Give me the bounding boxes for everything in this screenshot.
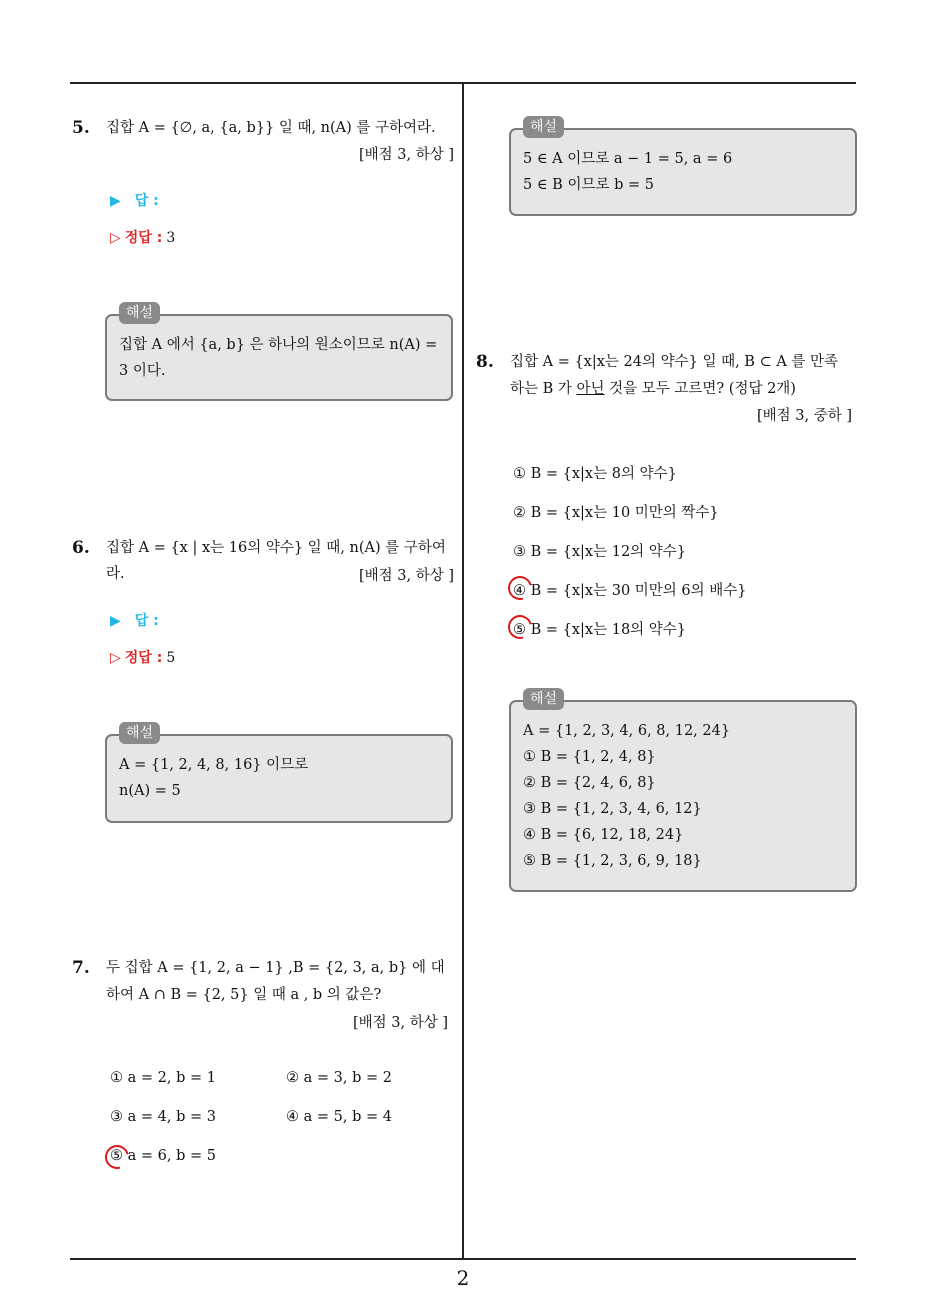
q8-choice-2[interactable]: ② B = {x|x는 10 미만의 짝수}: [513, 505, 719, 521]
correct-arrow-icon: ▷: [110, 650, 121, 666]
q6-text-line1: 집합 A = {x | x는 16의 약수} 일 때, n(A) 를 구하여: [106, 540, 446, 556]
solution-line: A = {1, 2, 4, 8, 16} 이므로: [119, 757, 309, 773]
solution-tab: 해설: [523, 688, 564, 710]
correct-label: 정답 :: [124, 650, 163, 666]
correct-value: 5: [166, 650, 176, 666]
q6-text-line2: 라.: [106, 566, 125, 582]
solution-line: ① B = {1, 2, 4, 8}: [523, 749, 656, 765]
q6-solution-box: [105, 725, 453, 823]
q7-number: 7.: [72, 958, 90, 978]
solution-tab: 해설: [523, 116, 564, 138]
q6-answer-row: [110, 610, 159, 630]
answer-arrow-icon: ▶: [110, 613, 121, 629]
q8-text-line2: [510, 377, 796, 402]
q5-correct-row: [110, 227, 175, 247]
q7-text-line2: 하여 A ∩ B = {2, 5} 일 때 a , b 의 값은?: [106, 987, 382, 1003]
red-circle-mark-icon: [101, 1141, 134, 1174]
solution-line: ④ B = {6, 12, 18, 24}: [523, 827, 684, 843]
q8-choice-3[interactable]: ③ B = {x|x는 12의 약수}: [513, 544, 687, 560]
q7-choice-2[interactable]: ② a = 3, b = 2: [286, 1070, 392, 1086]
q7-solution-box: [509, 119, 857, 216]
q7-choice-4[interactable]: ④ a = 5, b = 4: [286, 1109, 392, 1125]
answer-label: 답 :: [134, 193, 159, 209]
solution-line: 3 이다.: [119, 363, 166, 379]
solution-tab: 해설: [119, 302, 160, 324]
solution-line: ⑤ B = {1, 2, 3, 6, 9, 18}: [523, 853, 702, 869]
q6-score: [배점 3, 하상 ]: [358, 568, 454, 584]
q7-score: [배점 3, 하상 ]: [352, 1015, 448, 1031]
solution-line: ② B = {2, 4, 6, 8}: [523, 775, 656, 791]
correct-arrow-icon: ▷: [110, 230, 121, 246]
solution-line: ③ B = {1, 2, 3, 4, 6, 12}: [523, 801, 702, 817]
q8-text-post: 것을 모두 고르면? (정답 2개): [604, 381, 796, 397]
q8-text-line1: 집합 A = {x|x는 24의 약수} 일 때, B ⊂ A 를 만족: [510, 354, 839, 370]
q5-solution-box: [105, 305, 453, 401]
q7-choice-1[interactable]: ① a = 2, b = 1: [110, 1070, 216, 1086]
column-divider: [462, 84, 464, 1258]
solution-line: 5 ∈ B 이므로 b = 5: [523, 177, 654, 193]
q6-correct-row: [110, 647, 175, 667]
q5-text: 집합 A = {∅, a, {a, b}} 일 때, n(A) 를 구하여라.: [106, 120, 436, 136]
solution-line: 5 ∈ A 이므로 a − 1 = 5, a = 6: [523, 151, 733, 167]
solution-tab: 해설: [119, 722, 160, 744]
correct-value: 3: [166, 230, 176, 246]
answer-arrow-icon: ▶: [110, 193, 121, 209]
q5-number: 5.: [72, 118, 90, 138]
solution-line: n(A) = 5: [119, 783, 181, 799]
q8-number: 8.: [476, 352, 494, 372]
solution-line: 집합 A 에서 {a, b} 은 하나의 원소이므로 n(A) =: [119, 337, 438, 353]
q8-choice-4[interactable]: ④ B = {x|x는 30 미만의 6의 배수}: [513, 583, 747, 599]
q8-choice-1[interactable]: ① B = {x|x는 8의 약수}: [513, 466, 677, 482]
q6-number: 6.: [72, 538, 90, 558]
q5-answer-row: [110, 190, 159, 210]
q8-score: [배점 3, 중하 ]: [756, 408, 852, 424]
footer-rule: [70, 1258, 856, 1260]
q8-solution-box: [509, 691, 857, 892]
q8-text-underlined: 아닌: [576, 381, 605, 397]
q7-choice-3[interactable]: ③ a = 4, b = 3: [110, 1109, 216, 1125]
page-number: 2: [456, 1266, 470, 1290]
q7-text-line1: 두 집합 A = {1, 2, a − 1} ,B = {2, 3, a, b} 에 대: [106, 960, 445, 976]
q8-choice-5[interactable]: ⑤ B = {x|x는 18의 약수}: [513, 622, 687, 638]
q8-text-pre: 하는 B 가: [510, 381, 577, 397]
correct-label: 정답 :: [124, 230, 163, 246]
q5-score: [배점 3, 하상 ]: [358, 147, 454, 163]
q7-choice-5[interactable]: ⑤ a = 6, b = 5: [110, 1148, 216, 1164]
solution-line: A = {1, 2, 3, 4, 6, 8, 12, 24}: [523, 723, 731, 739]
answer-label: 답 :: [134, 613, 159, 629]
